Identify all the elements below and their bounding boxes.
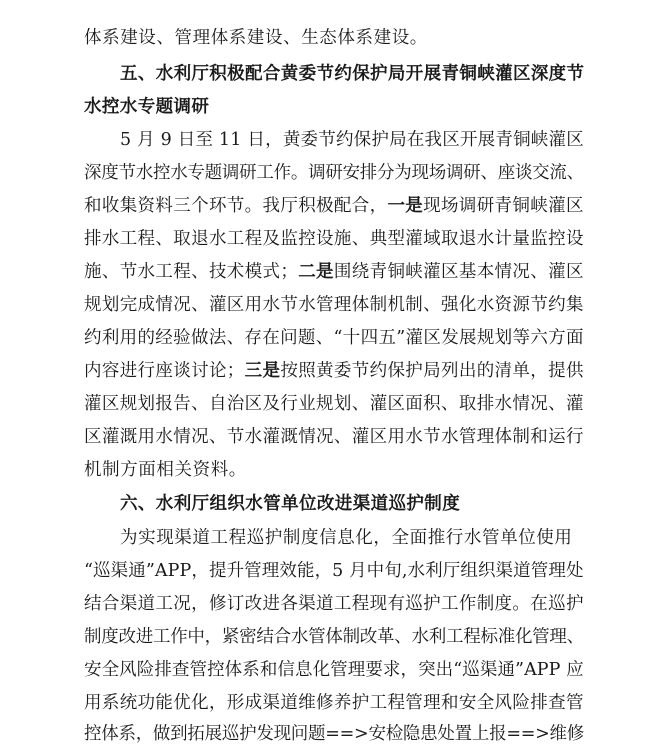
text-line: 用系统功能优化，形成渠道维修养护工程管理和安全风险排查管 <box>84 693 584 713</box>
text-line: 规划完成情况、灌区用水节水管理体制机制、强化水资源节约集 <box>84 295 584 315</box>
text-line: 深度节水控水专题调研工作。调研安排分为现场调研、座谈交流、 <box>84 163 584 183</box>
text-segment: 现场调研青铜峡灌区 <box>423 196 584 216</box>
text-segment: 按照黄委节约保护局列出的清单，提供 <box>280 361 584 381</box>
text-segment: 围绕青铜峡灌区基本情况、灌区 <box>333 262 584 282</box>
text-segment: 和收集资料三个环节。我厅积极配合， <box>84 196 388 216</box>
text-line: 为实现渠道工程巡护制度信息化，全面推行水管单位使用 <box>120 528 573 548</box>
emphasis-first: 一是 <box>387 196 424 216</box>
section-heading-5-cont: 水控水专题调研 <box>84 97 210 117</box>
text-line: 体系建设、管理体系建设、生态体系建设。 <box>84 28 428 48</box>
text-line: 控体系，做到拓展巡护发现问题==>安检隐患处置上报==>维修 <box>84 724 584 744</box>
text-line: 约利用的经验做法、存在问题、“十四五”灌区发展规划等六方面 <box>84 328 584 348</box>
text-line <box>84 355 584 389</box>
text-segment: 施、节水工程、技术模式； <box>84 262 299 282</box>
text-line: 安全风险排查管控体系和信息化管理要求，突出“巡渠通”APP 应 <box>84 660 584 680</box>
text-line: 5 月 9 日至 11 日，黄委节约保护局在我区开展青铜峡灌区 <box>120 130 584 150</box>
emphasis-third: 三是 <box>244 361 281 381</box>
text-line: 制度改进工作中，紧密结合水管体制改革、水利工程标准化管理、 <box>84 627 584 647</box>
text-line: 灌区规划报告、自治区及行业规划、灌区面积、取排水情况、灌 <box>84 394 584 414</box>
section-heading-6: 六、水利厅组织水管单位改进渠道巡护制度 <box>120 494 461 514</box>
emphasis-second: 二是 <box>298 262 334 282</box>
text-line: “巡渠通”APP，提升管理效能，5 月中旬,水利厅组织渠道管理处 <box>84 561 584 581</box>
text-line <box>84 190 584 224</box>
text-line: 结合渠道工况，修订改进各渠道工程现有巡护工作制度。在巡护 <box>84 594 584 614</box>
section-heading-5: 五、水利厅积极配合黄委节约保护局开展青铜峡灌区深度节 <box>120 64 585 84</box>
text-line <box>84 256 584 290</box>
text-segment: 内容进行座谈讨论； <box>84 361 245 381</box>
text-line: 排水工程、取退水工程及监控设施、典型灌域取退水计量监控设 <box>84 229 584 249</box>
text-line: 区灌溉用水情况、节水灌溉情况、灌区用水节水管理体制和运行 <box>84 427 584 447</box>
text-line: 机制方面相关资料。 <box>84 460 247 480</box>
